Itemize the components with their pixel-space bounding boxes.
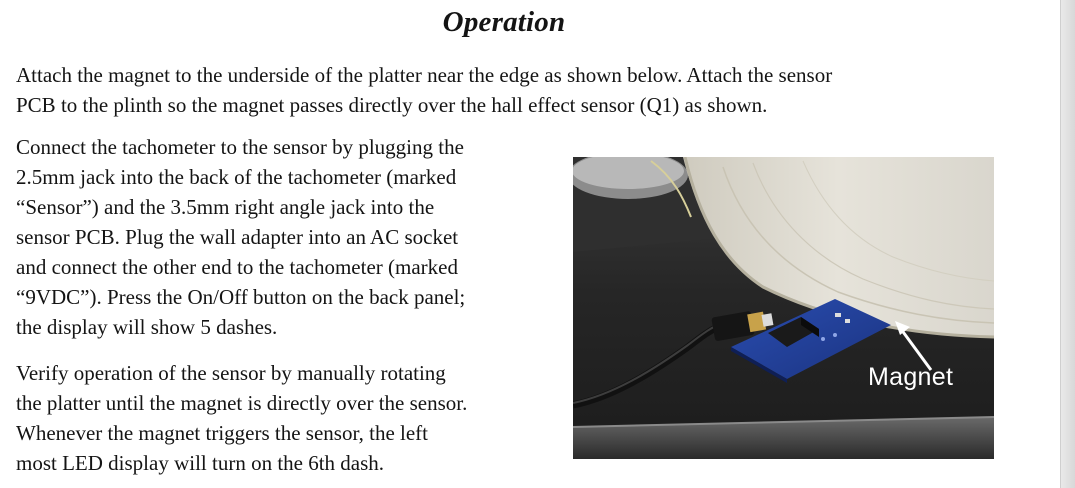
paragraph-line: “Sensor”) and the 3.5mm right angle jack into the <box>16 195 435 219</box>
sensor-photo-illustration <box>573 157 994 459</box>
paragraph-line: sensor PCB. Plug the wall adapter into an AC socket <box>16 225 459 249</box>
sensor-photo <box>573 157 994 459</box>
magnet-label: Magnet <box>868 363 954 391</box>
intro-line: PCB to the plinth so the magnet passes directly over the hall effect sensor (Q1) as shown. <box>16 93 768 117</box>
paragraph-line: most LED display will turn on the 6th dash. <box>16 451 385 475</box>
page-edge <box>1060 0 1075 488</box>
intro-paragraph <box>16 60 1001 120</box>
paragraph-line: the display will show 5 dashes. <box>16 315 278 339</box>
paragraph-line: Connect the tachometer to the sensor by plugging the <box>16 135 464 159</box>
connect-paragraph <box>16 132 543 342</box>
section-heading: Operation <box>442 6 566 38</box>
verify-paragraph <box>16 358 543 478</box>
paragraph-line: “9VDC”). Press the On/Off button on the back panel; <box>16 285 466 309</box>
paragraph-line: Verify operation of the sensor by manually rotating <box>16 361 446 385</box>
paragraph-line: Whenever the magnet triggers the sensor, the left <box>16 421 429 445</box>
intro-line: Attach the magnet to the underside of the platter near the edge as shown below. Attach the sensor <box>16 63 833 87</box>
paragraph-line: the platter until the magnet is directly over the sensor. <box>16 391 468 415</box>
paragraph-line: 2.5mm jack into the back of the tachometer (marked <box>16 165 457 189</box>
paragraph-line: and connect the other end to the tachometer (marked <box>16 255 458 279</box>
